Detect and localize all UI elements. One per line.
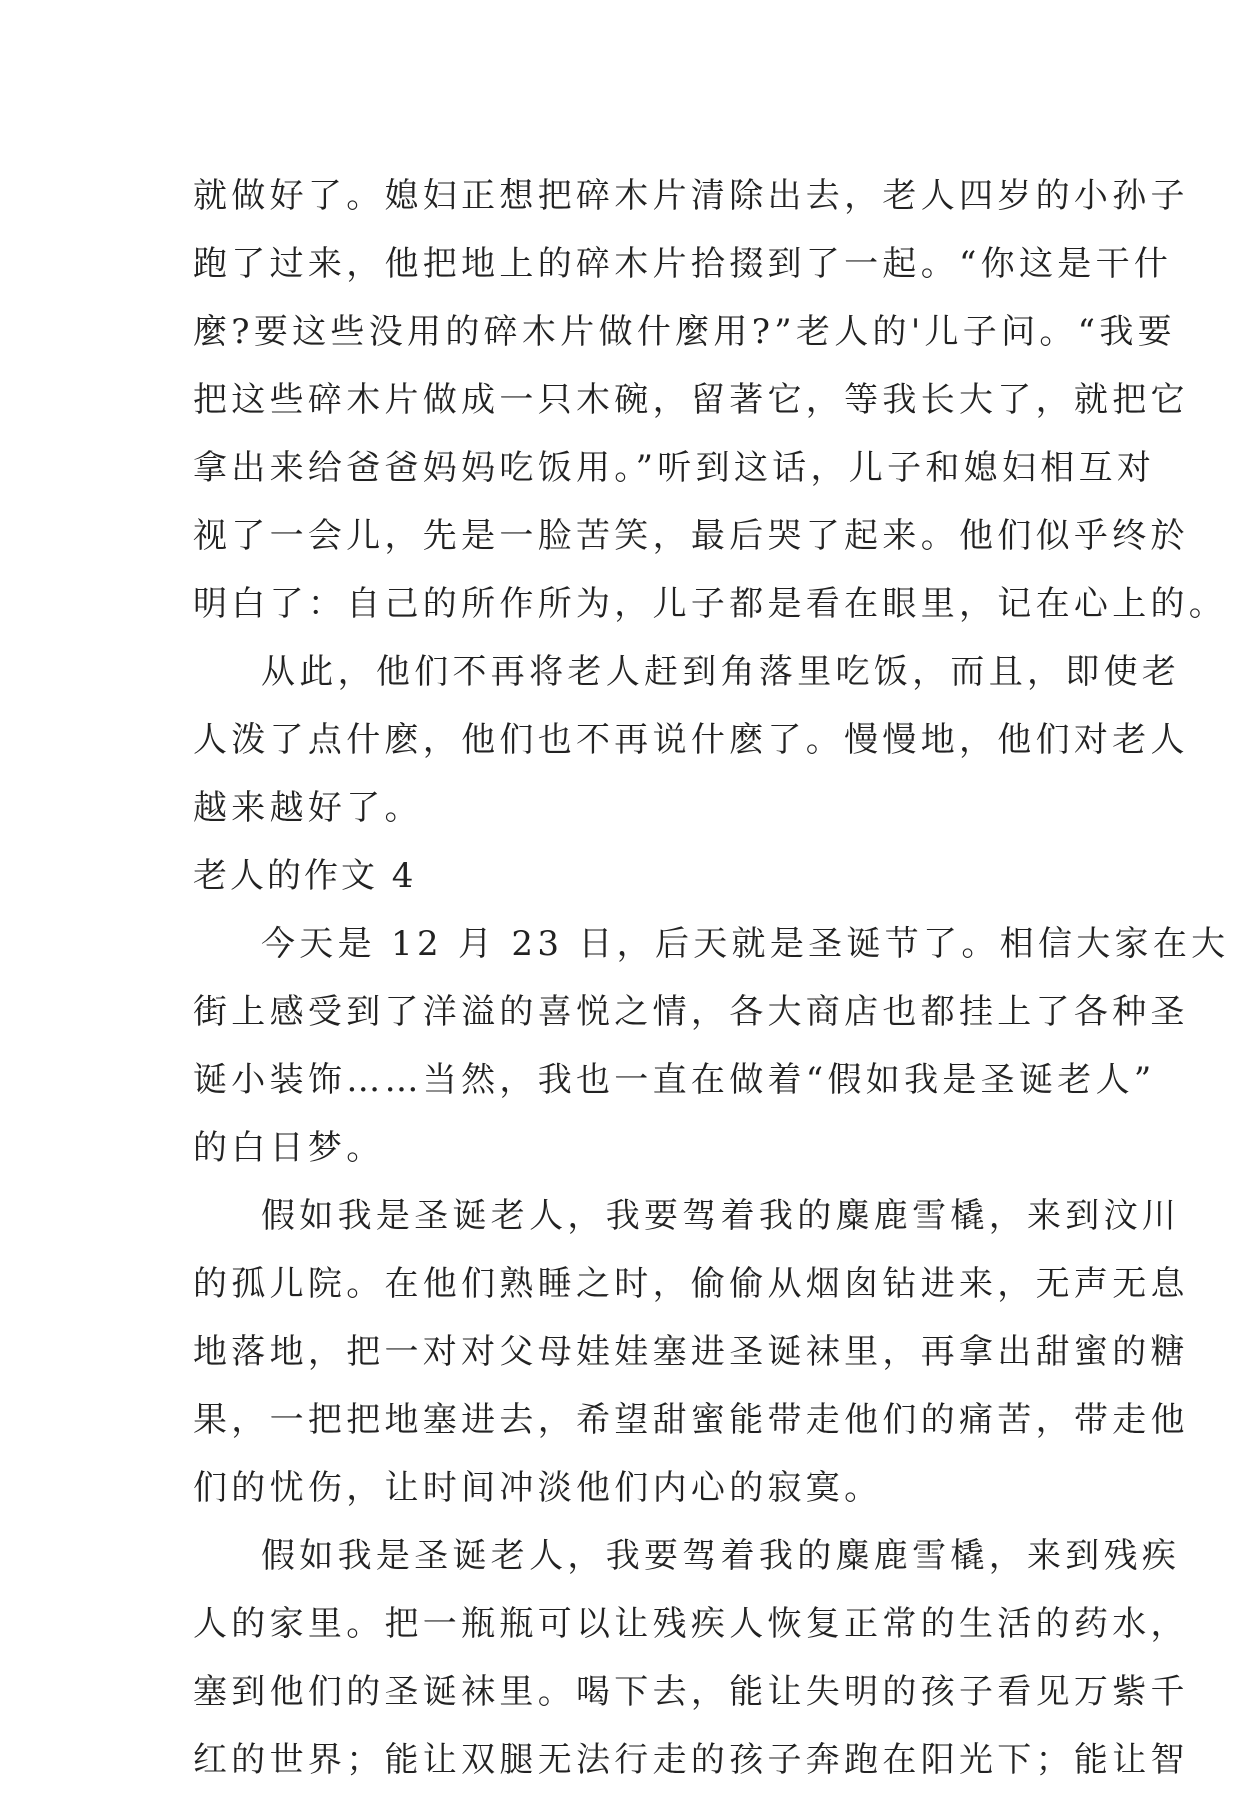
text-line: 街上感受到了洋溢的喜悦之情，各大商店也都挂上了各种圣: [193, 992, 1189, 1032]
text-line: 今天是 12 月 23 日，后天就是圣诞节了。相信大家在大: [261, 924, 1230, 964]
text-line: 从此，他们不再将老人赶到角落里吃饭，而且，即使老: [261, 652, 1181, 692]
text-line: 麼?要这些没用的碎木片做什麼用?”老人的'儿子问。“我要: [193, 312, 1176, 352]
text-line: 假如我是圣诞老人，我要驾着我的麋鹿雪橇，来到汶川: [261, 1196, 1181, 1236]
text-line: 们的忧伤，让时间冲淡他们内心的寂寞。: [193, 1468, 883, 1508]
document-body: [193, 162, 1230, 1794]
text-line: 拿出来给爸爸妈妈吃饭用。”听到这话，儿子和媳妇相互对: [193, 448, 1156, 488]
text-line: 人泼了点什麽，他们也不再说什麽了。慢慢地，他们对老人: [193, 720, 1189, 760]
section-heading: 老人的作文 4: [193, 856, 417, 896]
text-line: 果，一把把地塞进去，希望甜蜜能带走他们的痛苦，带走他: [193, 1400, 1189, 1440]
text-line: 越来越好了。: [193, 788, 423, 828]
text-line: 红的世界；能让双腿无法行走的孩子奔跑在阳光下；能让智: [193, 1740, 1189, 1780]
text-line: 就做好了。媳妇正想把碎木片清除出去，老人四岁的小孙子: [193, 176, 1189, 216]
text-line: 把这些碎木片做成一只木碗，留著它，等我长大了，就把它: [193, 380, 1189, 420]
text-line: 塞到他们的圣诞袜里。喝下去，能让失明的孩子看见万紫千: [193, 1672, 1189, 1712]
text-line: 明白了：自己的所作所为，儿子都是看在眼里，记在心上的。: [193, 584, 1228, 624]
text-line: 的孤儿院。在他们熟睡之时，偷偷从烟囱钻进来，无声无息: [193, 1264, 1189, 1304]
text-line: 地落地，把一对对父母娃娃塞进圣诞袜里，再拿出甜蜜的糖: [193, 1332, 1189, 1372]
text-line: 的白日梦。: [193, 1128, 385, 1168]
text-line: 视了一会儿，先是一脸苦笑，最后哭了起来。他们似乎终於: [193, 516, 1189, 556]
text-line: 人的家里。把一瓶瓶可以让残疾人恢复正常的生活的药水，: [193, 1604, 1189, 1644]
text-line: 诞小装饰……当然，我也一直在做着“假如我是圣诞老人”: [193, 1060, 1156, 1100]
text-line: 跑了过来，他把地上的碎木片拾掇到了一起。“你这是干什: [193, 244, 1173, 284]
text-line: 假如我是圣诞老人，我要驾着我的麋鹿雪橇，来到残疾: [261, 1536, 1181, 1576]
